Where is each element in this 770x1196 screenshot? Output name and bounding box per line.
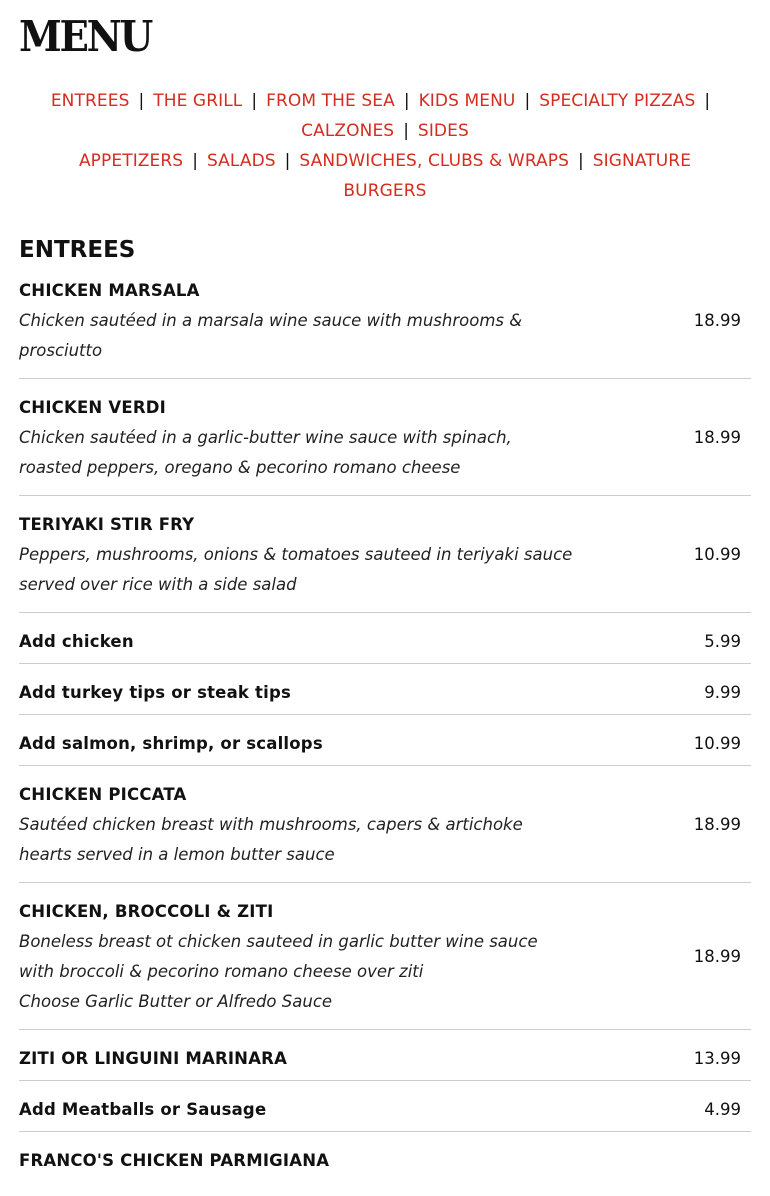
nav-link-kids-menu[interactable]: KIDS MENU xyxy=(418,91,516,111)
nav-separator: | xyxy=(138,91,145,111)
menu-item xyxy=(19,1146,751,1182)
nav-link-sandwiches[interactable]: SANDWICHES, CLUBS & WRAPS xyxy=(299,151,570,171)
item-description: Peppers, mushrooms, onions & tomatoes sauteed in teriyaki sauce xyxy=(19,545,573,564)
nav-link-the-grill[interactable]: THE GRILL xyxy=(153,91,243,111)
nav-link-appetizers[interactable]: APPETIZERS xyxy=(78,151,184,171)
menu-item xyxy=(19,897,751,1030)
menu-item-addon xyxy=(19,627,751,664)
item-name: Add chicken xyxy=(19,632,134,651)
item-name: FRANCO'S CHICKEN PARMIGIANA xyxy=(19,1151,330,1170)
item-price: 13.99 xyxy=(693,1049,741,1068)
item-price: 9.99 xyxy=(704,683,741,702)
item-description: Sautéed chicken breast with mushrooms, capers & artichoke xyxy=(19,815,523,834)
item-price: 4.99 xyxy=(704,1100,741,1119)
nav-separator: | xyxy=(524,91,531,111)
menu-item xyxy=(19,1044,751,1081)
nav-line-3 xyxy=(19,146,751,176)
item-name: Add turkey tips or steak tips xyxy=(19,683,291,702)
item-name: Add salmon, shrimp, or scallops xyxy=(19,734,323,753)
nav-link-salads[interactable]: SALADS xyxy=(206,151,276,171)
section-title: ENTREES xyxy=(19,237,136,263)
nav-separator: | xyxy=(403,91,410,111)
menu-item xyxy=(19,510,751,613)
nav-link-specialty-pizzas[interactable]: SPECIALTY PIZZAS xyxy=(539,91,696,111)
item-description: served over rice with a side salad xyxy=(19,575,297,594)
item-description: Boneless breast ot chicken sauteed in garlic butter wine sauce xyxy=(19,932,538,951)
item-description: Chicken sautéed in a garlic-butter wine sauce with spinach, xyxy=(19,428,512,447)
menu-item-addon xyxy=(19,1095,751,1132)
item-description: prosciutto xyxy=(19,341,103,360)
item-name: CHICKEN PICCATA xyxy=(19,785,187,804)
nav-link-sides[interactable]: SIDES xyxy=(417,121,469,141)
item-name: CHICKEN MARSALA xyxy=(19,281,200,300)
item-price: 18.99 xyxy=(693,815,741,834)
nav-line-1 xyxy=(19,86,751,116)
item-price: 10.99 xyxy=(693,734,741,753)
nav-separator: | xyxy=(704,91,711,111)
nav-separator: | xyxy=(403,121,409,141)
menu-items-list xyxy=(19,276,751,1196)
nav-line-2 xyxy=(19,116,751,146)
item-name: Add Meatballs or Sausage xyxy=(19,1100,267,1119)
item-description: roasted peppers, oregano & pecorino romano cheese xyxy=(19,458,461,477)
item-name: CHICKEN VERDI xyxy=(19,398,166,417)
nav-separator: | xyxy=(284,151,291,171)
item-description: Choose Garlic Butter or Alfredo Sauce xyxy=(19,992,333,1011)
item-price: 5.99 xyxy=(704,632,741,651)
nav-separator: | xyxy=(192,151,198,171)
nav-separator: | xyxy=(578,151,584,171)
item-description: hearts served in a lemon butter sauce xyxy=(19,845,335,864)
item-name: ZITI OR LINGUINI MARINARA xyxy=(19,1049,288,1068)
item-price: 18.99 xyxy=(693,311,741,330)
nav-link-entrees[interactable]: ENTREES xyxy=(50,91,130,111)
nav-link-signature-burgers-cont[interactable]: BURGERS xyxy=(343,181,427,201)
nav-separator: | xyxy=(251,91,258,111)
nav-link-from-the-sea[interactable]: FROM THE SEA xyxy=(266,91,395,111)
menu-item xyxy=(19,276,751,379)
page-title: MENU xyxy=(19,12,152,61)
menu-item xyxy=(19,780,751,883)
menu-item-addon xyxy=(19,678,751,715)
item-price: 18.99 xyxy=(693,428,741,447)
item-price: 10.99 xyxy=(693,545,741,564)
nav-link-calzones[interactable]: CALZONES xyxy=(301,121,395,141)
item-price: 18.99 xyxy=(693,947,741,966)
nav-line-4 xyxy=(19,176,751,206)
item-description: Chicken sautéed in a marsala wine sauce with mushrooms & xyxy=(19,311,523,330)
menu-item xyxy=(19,393,751,496)
item-name: TERIYAKI STIR FRY xyxy=(19,515,195,534)
item-name: CHICKEN, BROCCOLI & ZITI xyxy=(19,902,274,921)
item-description: with broccoli & pecorino romano cheese over ziti xyxy=(19,962,424,981)
menu-item-addon xyxy=(19,729,751,766)
nav-link-signature-burgers[interactable]: SIGNATURE xyxy=(592,151,692,171)
category-nav xyxy=(19,86,751,206)
